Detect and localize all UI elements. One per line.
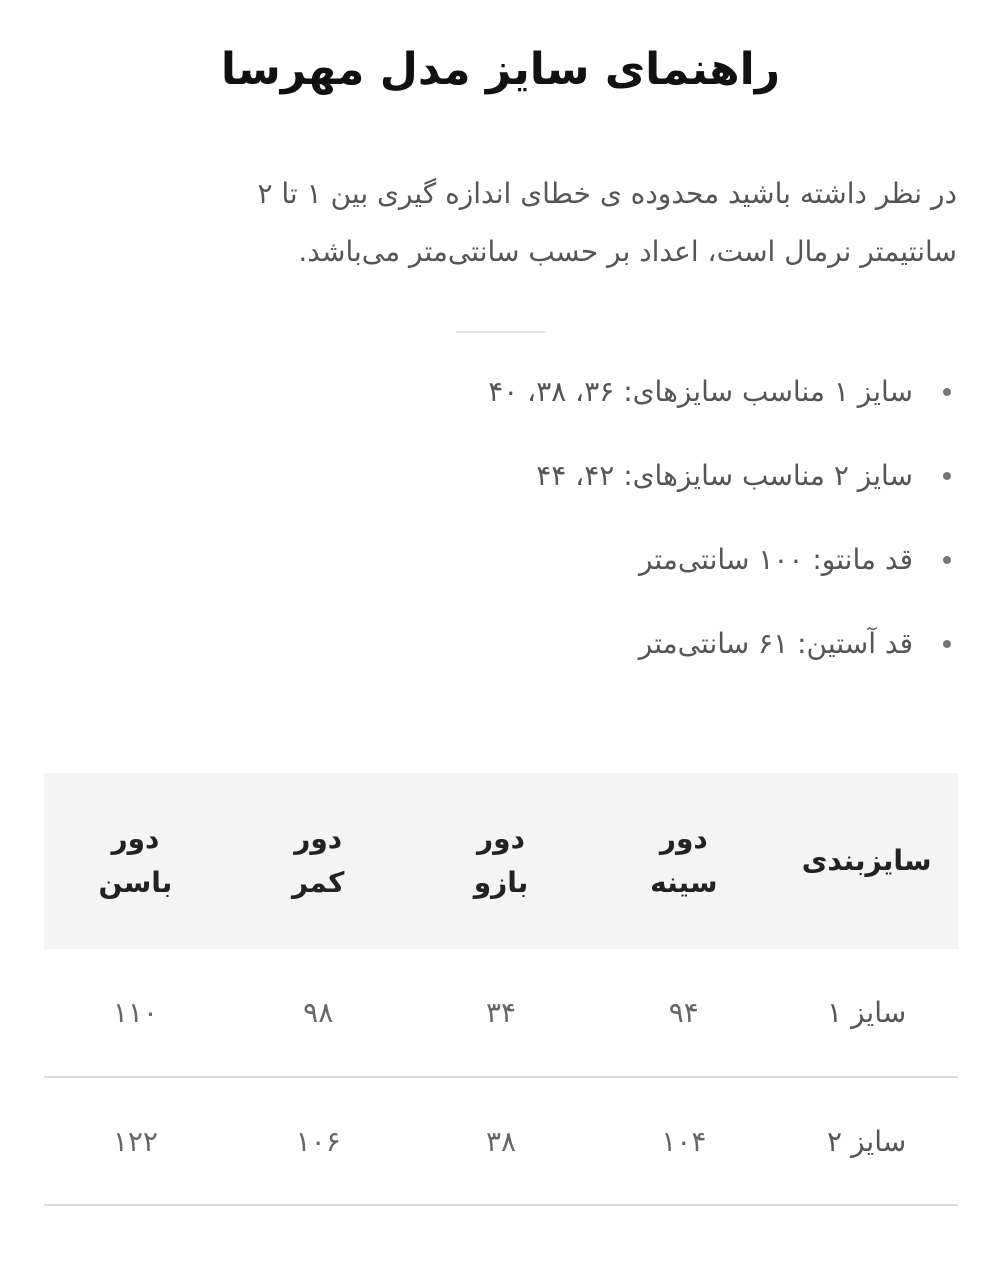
- table-cell: ۹۴: [668, 996, 699, 1029]
- table-header-row: [44, 773, 958, 949]
- header-line: باسن: [98, 866, 173, 899]
- table-header: [44, 773, 958, 949]
- header-line: سینه: [650, 866, 718, 899]
- note-text: سایز ۲ مناسب سایزهای: ۴۲، ۴۴: [536, 459, 913, 492]
- header-line: دور: [659, 822, 708, 855]
- header-chest: [592, 773, 775, 949]
- bullet-icon: [943, 472, 951, 480]
- size-notes-list: [488, 372, 951, 708]
- table-cell: ۳۴: [485, 996, 517, 1029]
- section-divider: [456, 331, 546, 333]
- table-row: [44, 1077, 958, 1205]
- table-cell: ۱۱۰: [112, 996, 158, 1029]
- bullet-icon: [943, 556, 951, 564]
- header-line: سایزبندی: [801, 844, 932, 877]
- header-line: بازو: [473, 866, 529, 899]
- table-body: [44, 949, 958, 1205]
- intro-line-1: در نظر داشته باشید محدوده ی خطای اندازه گیری بین ۱ تا ۲: [257, 177, 957, 210]
- bullet-icon: [943, 640, 951, 648]
- bullet-icon: [943, 388, 951, 396]
- table-row: [44, 949, 958, 1077]
- list-item: [488, 372, 951, 456]
- intro-line-2: سانتیمتر نرمال است، اعداد بر حسب سانتی‌متر می‌باشد.: [298, 235, 957, 268]
- table-cell: ۹۸: [303, 996, 334, 1029]
- header-sizing: [775, 773, 958, 949]
- note-text: قد آستین: ۶۱ سانتی‌متر: [638, 627, 913, 660]
- header-line: دور: [477, 822, 525, 855]
- page-title: راهنمای سایز مدل مهرسا: [220, 44, 781, 95]
- note-text: سایز ۱ مناسب سایزهای: ۳۶، ۳۸، ۴۰: [488, 375, 913, 408]
- header-line: دور: [111, 822, 160, 855]
- size-table: [44, 773, 958, 1206]
- table-cell: ۱۲۲: [112, 1124, 158, 1158]
- header-line: کمر: [291, 866, 345, 899]
- table-cell: سایز ۲: [827, 1124, 907, 1158]
- note-text: قد مانتو: ۱۰۰ سانتی‌متر: [638, 543, 913, 576]
- list-item: [488, 456, 951, 540]
- header-hip: [44, 773, 227, 949]
- table-cell: ۱۰۴: [661, 1124, 707, 1158]
- table-cell: سایز ۱: [827, 996, 907, 1029]
- list-item: [488, 540, 951, 624]
- intro-text: [77, 165, 957, 281]
- header-waist: [227, 773, 410, 949]
- table-cell: ۱۰۶: [295, 1124, 341, 1158]
- table-cell: ۳۸: [485, 1124, 517, 1158]
- header-arm: [410, 773, 593, 949]
- header-line: دور: [294, 822, 343, 855]
- list-item: [488, 624, 951, 708]
